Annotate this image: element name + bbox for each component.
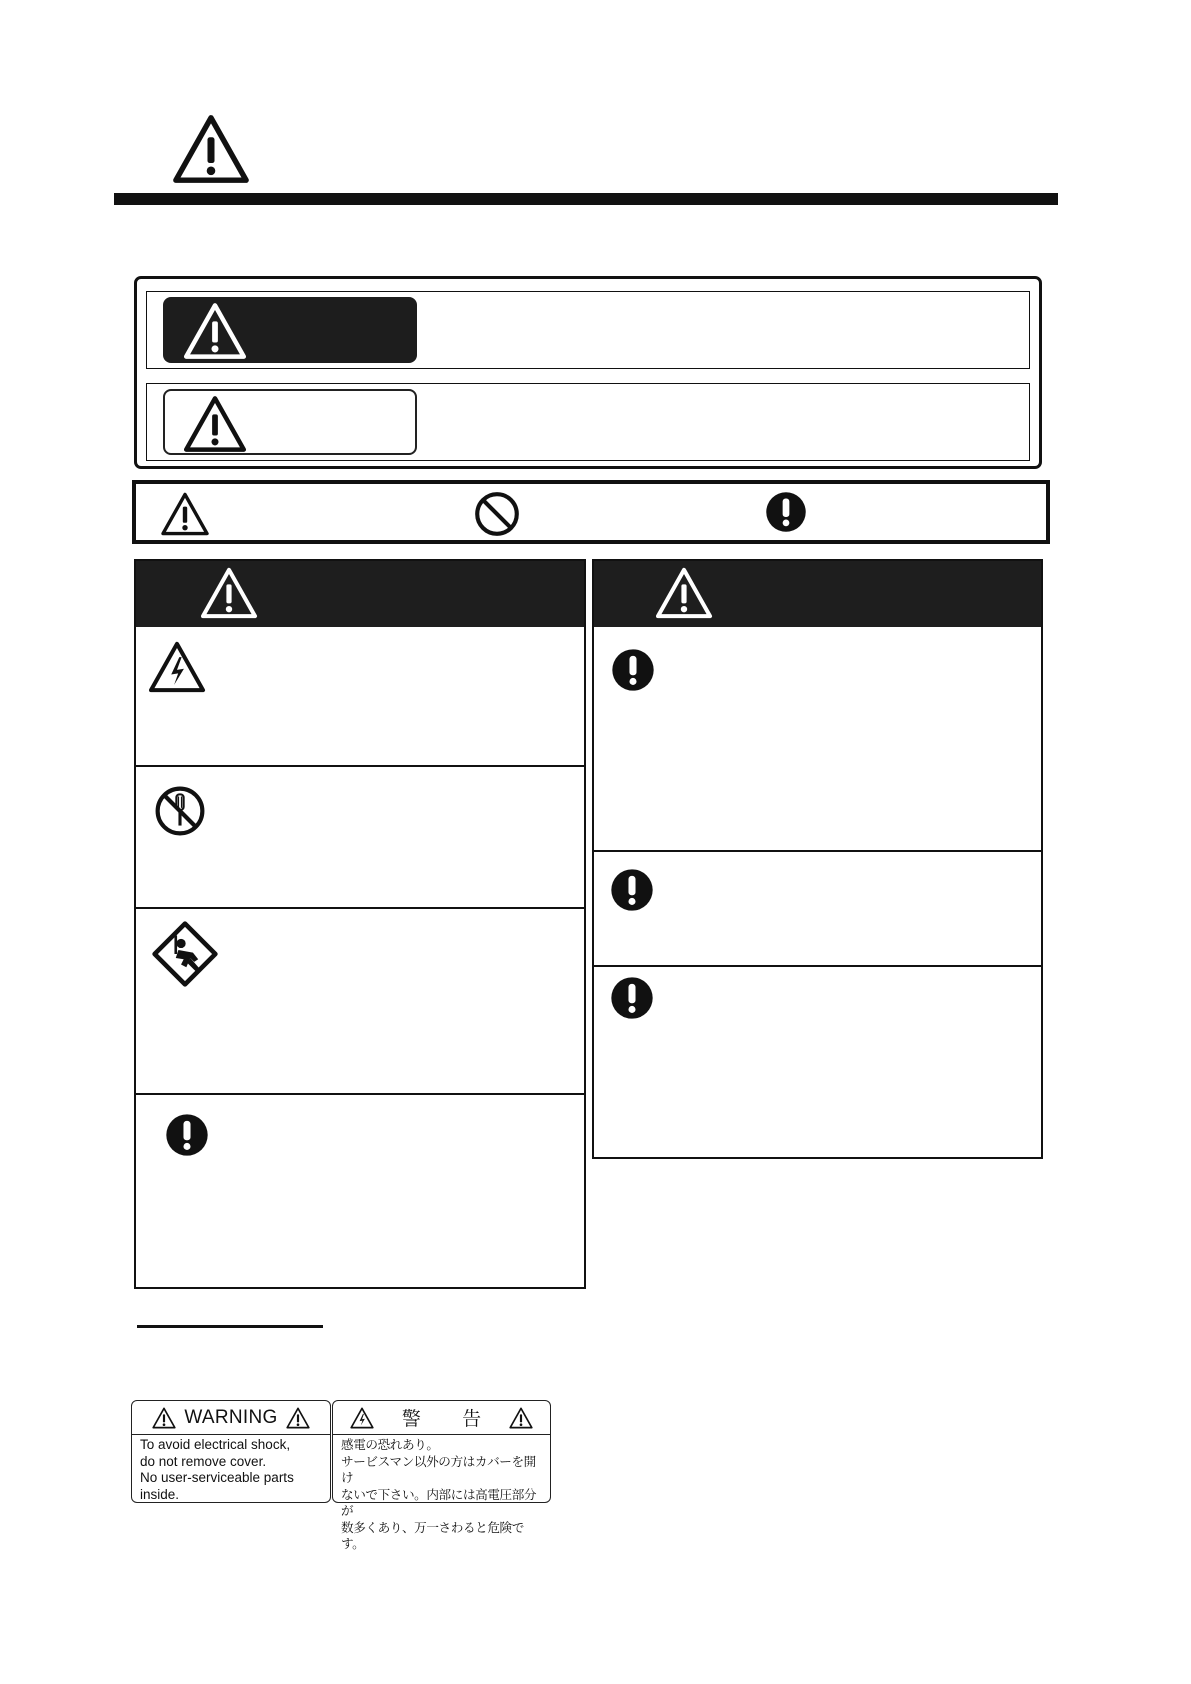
section-underline [137, 1325, 323, 1328]
no-disassembly-icon [154, 785, 206, 837]
warning-triangle-icon [509, 1407, 533, 1429]
caution-triangle-icon [183, 395, 247, 453]
caution-symbol-icon [160, 492, 210, 536]
signal-row-warning [146, 291, 1030, 369]
caution-tag [163, 389, 417, 455]
fall-hazard-icon [152, 921, 218, 987]
warning-triangle-icon [152, 1407, 176, 1429]
warning-triangle-icon [183, 302, 247, 360]
warning-label-title [132, 1401, 330, 1435]
warning-triangle-icon [286, 1407, 310, 1429]
mandatory-action-icon [765, 491, 807, 533]
warning-tag [163, 297, 417, 363]
exclamation-circle-icon [165, 1112, 209, 1158]
warning-label-text: To avoid electrical shock, do not remove cover. No user-serviceable parts inside. [140, 1437, 294, 1502]
divider [594, 965, 1041, 967]
divider [136, 1093, 584, 1095]
warning-label-japanese [332, 1400, 551, 1551]
warning-label-title [333, 1401, 550, 1435]
warning-column-left [134, 559, 586, 1289]
divider [136, 765, 584, 767]
left-column-header [136, 561, 584, 627]
electric-shock-icon [148, 641, 206, 693]
warning-label-text: 感電の恐れあり。 サービスマン以外の方はカバーを開け ないで下さい。内部には高電圧部分が 数多くあり、万一さわると危険です。 [341, 1437, 537, 1551]
warning-label-title-text: WARNING [184, 1406, 278, 1428]
warning-label-title-text: 警 告 [401, 1409, 500, 1430]
divider [594, 850, 1041, 852]
warning-triangle-icon [655, 567, 713, 619]
exclamation-circle-icon [610, 975, 654, 1021]
exclamation-circle-icon [610, 867, 654, 913]
electric-shock-icon [350, 1407, 374, 1429]
signal-word-box [134, 276, 1042, 469]
symbols-legend-bar [132, 480, 1050, 544]
right-column-header [594, 561, 1041, 627]
exclamation-circle-icon [611, 647, 655, 693]
warning-triangle-icon [200, 567, 258, 619]
header-warning-triangle-icon [172, 113, 250, 185]
header-rule [114, 193, 1058, 205]
divider [136, 907, 584, 909]
warning-label-english [131, 1400, 331, 1503]
signal-row-caution [146, 383, 1030, 461]
prohibition-icon [474, 491, 520, 537]
warning-column-right [592, 559, 1043, 1159]
